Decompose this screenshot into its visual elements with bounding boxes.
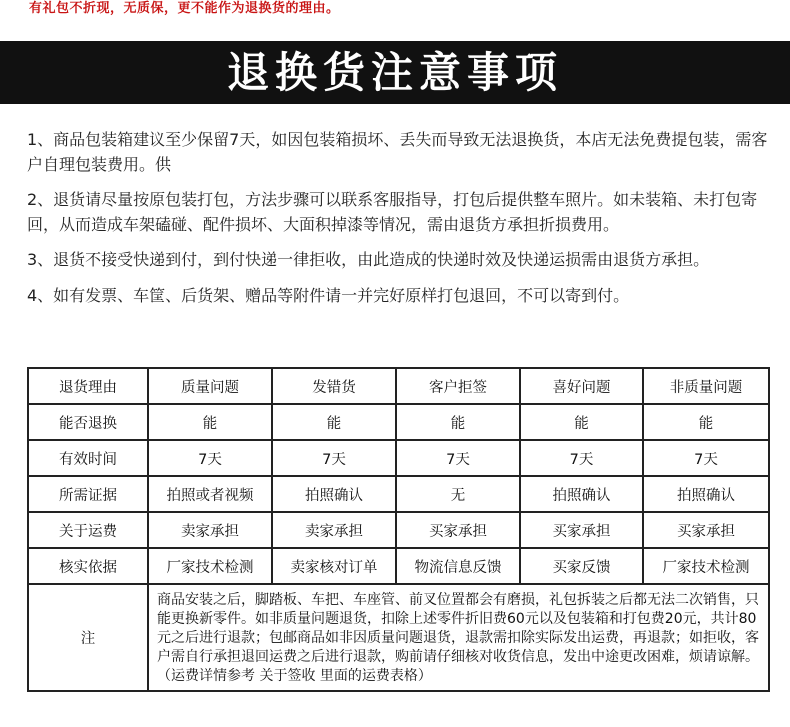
table-cell: 拍照确认 — [520, 476, 643, 512]
table-cell: 卖家承担 — [272, 512, 396, 548]
row-label-cell: 所需证据 — [28, 476, 148, 512]
header-cell: 喜好问题 — [520, 368, 643, 404]
page-title: 退换货注意事项 — [226, 48, 563, 97]
table-cell: 能 — [148, 404, 272, 440]
table-cell: 7天 — [520, 440, 643, 476]
note-text-cell: 商品安装之后，脚踏板、车把、车座管、前叉位置都会有磨损，礼包拆装之后都无法二次销售，只能更换新零件。如非质量问题退货，扣除上述零件折旧费60元以及包装箱和打包费20元，共计80元之后进行退款；包邮商品如非因质量问题退货，退款需扣除实际发出运费，再退款；如拒收，客户需自行承担退回运费之后进行退款，购前请仔细核对收货信息，发出中途更改困难，烦请谅解。（运费详情参考 关于签收 里面的运费表格） — [148, 584, 769, 691]
table-cell: 能 — [520, 404, 643, 440]
header-cell: 质量问题 — [148, 368, 272, 404]
table-row — [28, 548, 769, 584]
table-cell: 拍照确认 — [643, 476, 769, 512]
table-header-row — [28, 368, 769, 404]
table-cell: 卖家承担 — [148, 512, 272, 548]
table-cell: 能 — [272, 404, 396, 440]
row-label-cell: 有效时间 — [28, 440, 148, 476]
note-item: 4、如有发票、车筐、后货架、赠品等附件请一并完好原样打包退回，不可以寄到付。 — [27, 285, 630, 305]
header-cell: 发错货 — [272, 368, 396, 404]
table-cell: 7天 — [272, 440, 396, 476]
top-warning-note: 有礼包不折现，无质保，更不能作为退换货的理由。 — [29, 1, 340, 16]
table-cell: 厂家技术检测 — [148, 548, 272, 584]
table-cell: 无 — [396, 476, 520, 512]
table-cell: 买家承担 — [520, 512, 643, 548]
table-cell: 7天 — [643, 440, 769, 476]
table-cell: 能 — [643, 404, 769, 440]
return-policy-table — [27, 367, 770, 692]
table-cell: 拍照或者视频 — [148, 476, 272, 512]
note-item: 3、退货不接受快递到付，到付快递一律拒收，由此造成的快递时效及快递运损需由退货方承担。 — [27, 250, 710, 269]
table-cell: 7天 — [148, 440, 272, 476]
header-cell: 退货理由 — [28, 368, 148, 404]
table-cell: 7天 — [396, 440, 520, 476]
notes-section — [27, 128, 777, 319]
table-cell: 拍照确认 — [272, 476, 396, 512]
row-label-cell: 能否退换 — [28, 404, 148, 440]
note-label-cell: 注 — [28, 584, 148, 691]
table-row — [28, 440, 769, 476]
table-row — [28, 512, 769, 548]
table-cell: 物流信息反馈 — [396, 548, 520, 584]
table-row — [28, 404, 769, 440]
table-cell: 买家承担 — [396, 512, 520, 548]
table-note-row — [28, 584, 769, 691]
table-cell: 卖家核对订单 — [272, 548, 396, 584]
table-cell: 买家承担 — [643, 512, 769, 548]
title-banner — [0, 41, 790, 104]
table-cell: 能 — [396, 404, 520, 440]
header-cell: 客户拒签 — [396, 368, 520, 404]
header-cell: 非质量问题 — [643, 368, 769, 404]
table-cell: 厂家技术检测 — [643, 548, 769, 584]
table-cell: 买家反馈 — [520, 548, 643, 584]
table-row — [28, 476, 769, 512]
row-label-cell: 核实依据 — [28, 548, 148, 584]
note-item: 2、退货请尽量按原包装打包，方法步骤可以联系客服指导，打包后提供整车照片。如未装箱、未打包寄回，从而造成车架磕碰、配件损坏、大面积掉漆等情况，需由退货方承担折损费用。 — [27, 190, 758, 234]
note-item: 1、商品包装箱建议至少保留7天，如因包装箱损坏、丢失而导致无法退换货，本店无法免费提包装，需客户自理包装费用。供 — [27, 130, 768, 174]
row-label-cell: 关于运费 — [28, 512, 148, 548]
